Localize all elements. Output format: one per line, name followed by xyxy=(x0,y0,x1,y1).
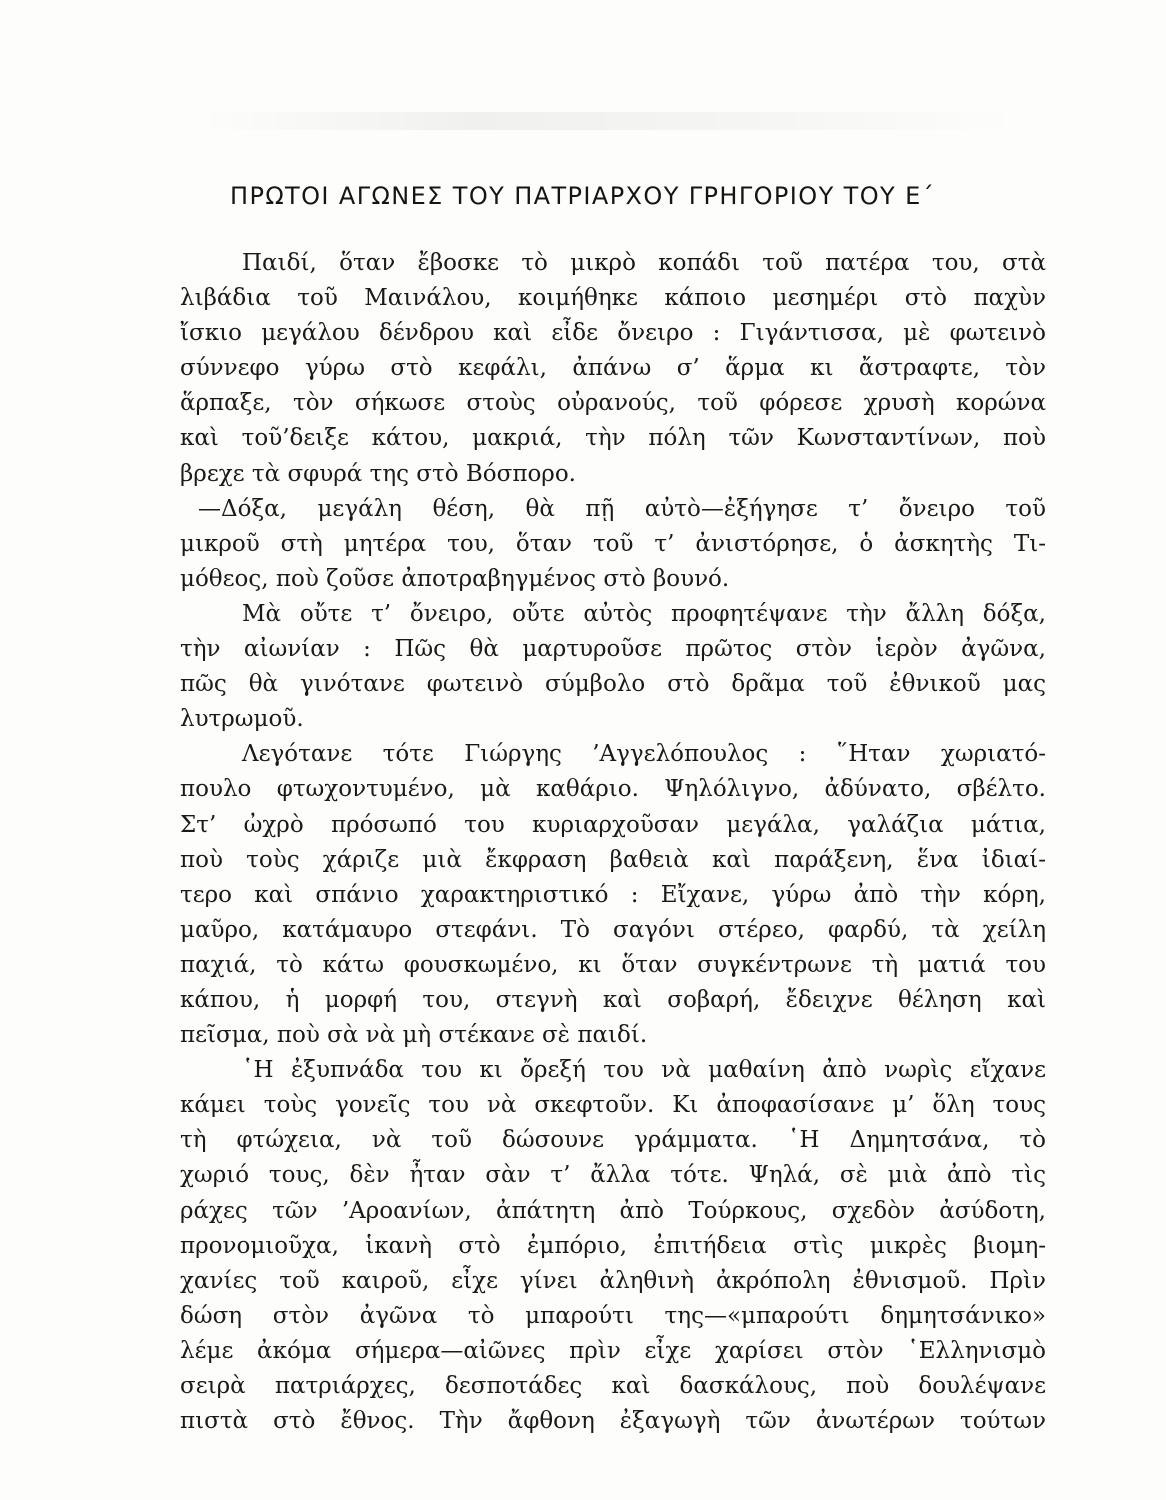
text-line: ποὺ τοὺς χάριζε μιὰ ἔκφραση βαθειὰ καὶ παράξενη, ἕνα ἰδιαί- xyxy=(180,846,1046,873)
text-line: πουλο φτωχοντυμένο, μὰ καθάριο. Ψηλόλιγνο, ἀδύνατο, σβέλτο. xyxy=(180,776,1046,803)
text-line: μικροῦ στὴ μητέρα του, ὅταν τοῦ τ’ ἀνιστόρησε, ὁ ἀσκητὴς Τι- xyxy=(180,530,1046,557)
text-line: ἅρπαξε, τὸν σήκωσε στοὺς οὐρανούς, τοῦ φόρεσε χρυσὴ κορώνα xyxy=(180,390,1046,417)
text-line: τερο καὶ σπάνιο χαρακτηριστικό : Εἴχανε, γύρω ἀπὸ τὴν κόρη, xyxy=(180,881,1046,908)
text-line: σειρὰ πατριάρχες, δεσποτάδες καὶ δασκάλους, ποὺ δουλέψανε xyxy=(180,1373,1046,1399)
text-line: βρεχε τὰ σφυρά της στὸ Βόσπορο. xyxy=(180,460,576,487)
text-line: παχιά, τὸ κάτω φουσκωμένο, κι ὅταν συγκέντρωνε τὴ ματιά του xyxy=(180,951,1046,978)
text-line: πεῖσμα, ποὺ σὰ νὰ μὴ στέκανε σὲ παιδί. xyxy=(180,1022,648,1049)
body-text xyxy=(180,246,1046,1439)
text-line: μαῦρο, κατάμαυρο στεφάνι. Τὸ σαγόνι στέρεο, φαρδύ, τὰ χείλη xyxy=(180,916,1046,943)
text-line: σύννεφο γύρω στὸ κεφάλι, ἀπάνω σ’ ἅρμα κι ἄστραφτε, τὸν xyxy=(180,355,1046,382)
text-line: πῶς θὰ γινότανε φωτεινὸ σύμβολο στὸ δρᾶμα τοῦ ἐθνικοῦ μας xyxy=(180,671,1046,698)
text-line: Παιδί, ὅταν ἔβοσκε τὸ μικρὸ κοπάδι τοῦ πατέρα του, στὰ xyxy=(242,250,1046,276)
text-line: Λεγότανε τότε Γιώργης ’Αγγελόπουλος : ῞Ηταν χωριατό- xyxy=(242,741,1046,768)
text-line: ἴσκιο μεγάλου δένδρου καὶ εἶδε ὄνειρο : Γιγάντισσα, μὲ φωτεινὸ xyxy=(180,320,1046,347)
text-line: χανίες τοῦ καιροῦ, εἶχε γίνει ἀληθινὴ ἀκρόπολη ἐθνισμοῦ. Πρὶν xyxy=(180,1267,1046,1294)
text-line: τὴν αἰωνίαν : Πῶς θὰ μαρτυροῦσε πρῶτος στὸν ἱερὸν ἀγῶνα, xyxy=(180,636,1046,663)
text-line: λέμε ἀκόμα σήμερα—αἰῶνες πρὶν εἶχε χαρίσει στὸν ῾Ελληνισμὸ xyxy=(180,1337,1046,1364)
text-line: καὶ τοῦ’δειξε κάτου, μακριά, τὴν πόλη τῶν Κωνσταντίνων, ποὺ xyxy=(180,425,1046,452)
text-line: κάμει τοὺς γονεῖς του νὰ σκεφτοῦν. Κι ἀποφασίσανε μ’ ὅλη τους xyxy=(180,1092,1046,1119)
text-line: λυτρωμοῦ. xyxy=(180,706,304,733)
text-line: Μὰ οὔτε τ’ ὄνειρο, οὔτε αὐτὸς προφητέψανε τὴν ἄλλη δόξα, xyxy=(242,600,1046,627)
text-line: ῾Η ἐξυπνάδα του κι ὄρεξή του νὰ μαθαίνη ἀπὸ νωρὶς εἴχανε xyxy=(242,1057,1046,1084)
text-line: κάπου, ἡ μορφή του, στεγνὴ καὶ σοβαρή, ἔδειχνε θέληση καὶ xyxy=(180,986,1046,1013)
chapter-title: ΠΡΩΤΟΙ ΑΓΩΝΕΣ ΤΟΥ ΠΑΤΡΙΑΡΧΟΥ ΓΡΗΓΟΡΙΟΥ ΤΟΥ Ε΄ xyxy=(230,182,936,210)
text-line: μόθεος, ποὺ ζοῦσε ἀποτραβηγμένος στὸ βουνό. xyxy=(180,565,730,592)
text-line: —Δόξα, μεγάλη θέση, θὰ πῇ αὐτὸ—ἐξήγησε τ’ ὄνειρο τοῦ xyxy=(198,495,1046,522)
text-line: χωριό τους, δὲν ἦταν σὰν τ’ ἄλλα τότε. Ψηλά, σὲ μιὰ ἀπὸ τὶς xyxy=(180,1162,1046,1189)
text-line: δώση στὸν ἀγῶνα τὸ μπαρούτι της—«μπαρούτι δημητσάνικο» xyxy=(180,1302,1046,1329)
text-line: τὴ φτώχεια, νὰ τοῦ δώσουνε γράμματα. ῾Η Δημητσάνα, τὸ xyxy=(180,1127,1046,1154)
bleed-through-shadow xyxy=(200,112,1020,130)
text-line: λιβάδια τοῦ Μαινάλου, κοιμήθηκε κάποιο μεσημέρι στὸ παχὺν xyxy=(180,285,1046,312)
text-line: ράχες τῶν ’Αροανίων, ἀπάτητη ἀπὸ Τούρκους, σχεδὸν ἀσύδοτη, xyxy=(180,1197,1046,1224)
text-line: πιστὰ στὸ ἔθνος. Τὴν ἄφθονη ἐξαγωγὴ τῶν ἀνωτέρων τούτων xyxy=(180,1408,1046,1435)
text-line: προνομιοῦχα, ἱκανὴ στὸ ἐμπόριο, ἐπιτήδεια στὶς μικρὲς βιομη- xyxy=(180,1232,1046,1259)
text-line: Στ’ ὠχρὸ πρόσωπό του κυριαρχοῦσαν μεγάλα, γαλάζια μάτια, xyxy=(180,811,1046,838)
